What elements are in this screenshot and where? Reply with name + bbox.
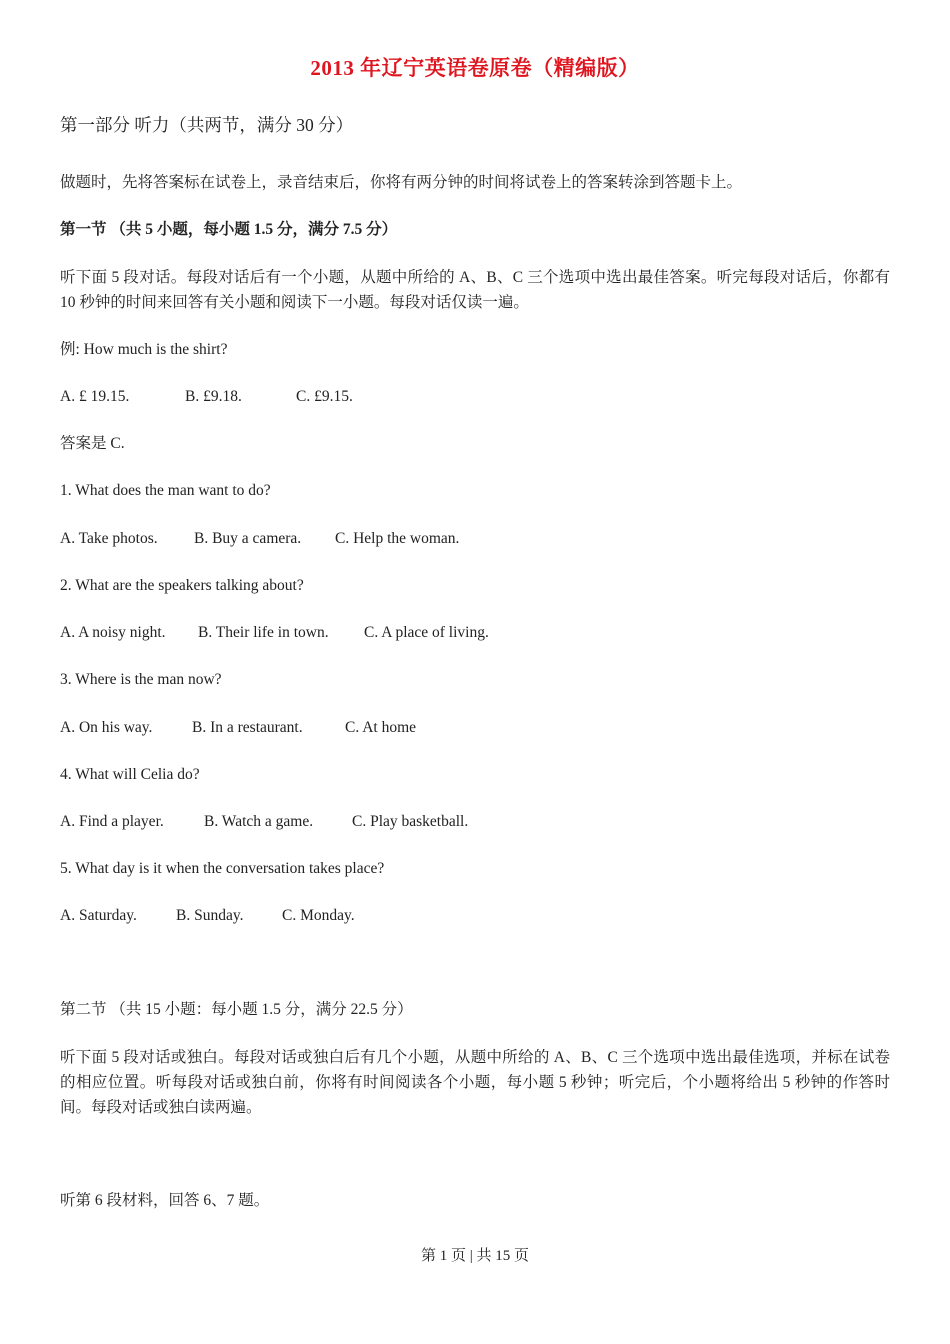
material-6-instruction: 听第 6 段材料，回答 6、7 题。 xyxy=(60,1192,270,1209)
example-options xyxy=(60,385,353,409)
question-1-option-c: C. Help the woman. xyxy=(335,530,460,547)
question-1: 1. What does the man want to do? xyxy=(60,482,271,499)
section-two-instructions: 听下面 5 段对话或独白。每段对话或独白后有几个小题，从题中所给的 A、B、C 三个选项中选出最佳选项，并标在试卷的相应位置。听每段对话或独白前，你将有时间阅读各个小题，每小题 5 秒钟；听完后，个小题将给出 5 秒钟的作答时间。每段对话或独白读两遍。 xyxy=(60,1049,890,1116)
question-3-option-c: C. At home xyxy=(345,719,417,736)
question-4-option-c: C. Play basketball. xyxy=(352,813,469,830)
document-title: 2013 年辽宁英语卷原卷（精编版） xyxy=(310,56,640,80)
question-2: 2. What are the speakers talking about? xyxy=(60,577,304,594)
question-1-options xyxy=(60,527,459,551)
section-one-instructions: 听下面 5 段对话。每段对话后有一个小题，从题中所给的 A、B、C 三个选项中选出最佳答案。听完每段对话后，你都有 10 秒钟的时间来回答有关小题和阅读下一小题。每段对话仅读一遍。 xyxy=(60,269,890,311)
question-3-options xyxy=(60,716,416,740)
question-2-option-c: C. A place of living. xyxy=(364,624,489,641)
intro-instructions: 做题时，先将答案标在试卷上，录音结束后，你将有两分钟的时间将试卷上的答案转涂到答题卡上。 xyxy=(60,174,743,191)
part-one-heading: 第一部分 听力（共两节，满分 30 分） xyxy=(60,115,354,135)
question-5-options xyxy=(60,904,355,928)
question-2-options xyxy=(60,621,489,645)
page-footer: 第 1 页 | 共 15 页 xyxy=(420,1248,529,1264)
question-1-option-a: A. Take photos. xyxy=(60,530,158,547)
example-option-a: A. £ 19.15. xyxy=(60,388,130,405)
question-2-option-b: B. Their life in town. xyxy=(198,624,329,641)
question-5-option-a: A. Saturday. xyxy=(60,907,137,924)
question-3-option-a: A. On his way. xyxy=(60,719,153,736)
question-4: 4. What will Celia do? xyxy=(60,766,200,783)
question-3-option-b: B. In a restaurant. xyxy=(192,719,303,736)
question-5-option-b: B. Sunday. xyxy=(176,907,244,924)
example-answer: 答案是 C. xyxy=(60,435,125,452)
example-question: 例: How much is the shirt? xyxy=(60,341,228,358)
question-4-option-a: A. Find a player. xyxy=(60,813,164,830)
question-3: 3. Where is the man now? xyxy=(60,671,222,688)
question-5-option-c: C. Monday. xyxy=(282,907,355,924)
question-4-option-b: B. Watch a game. xyxy=(204,813,314,830)
section-two-heading: 第二节 （共 15 小题：每小题 1.5 分，满分 22.5 分） xyxy=(60,1001,413,1018)
example-option-b: B. £9.18. xyxy=(185,388,242,405)
example-option-c: C. £9.15. xyxy=(296,388,353,405)
question-1-option-b: B. Buy a camera. xyxy=(194,530,302,547)
question-4-options xyxy=(60,810,468,834)
question-5: 5. What day is it when the conversation takes place? xyxy=(60,860,385,877)
section-one-heading: 第一节 （共 5 小题，每小题 1.5 分，满分 7.5 分） xyxy=(60,221,398,238)
question-2-option-a: A. A noisy night. xyxy=(60,624,166,641)
